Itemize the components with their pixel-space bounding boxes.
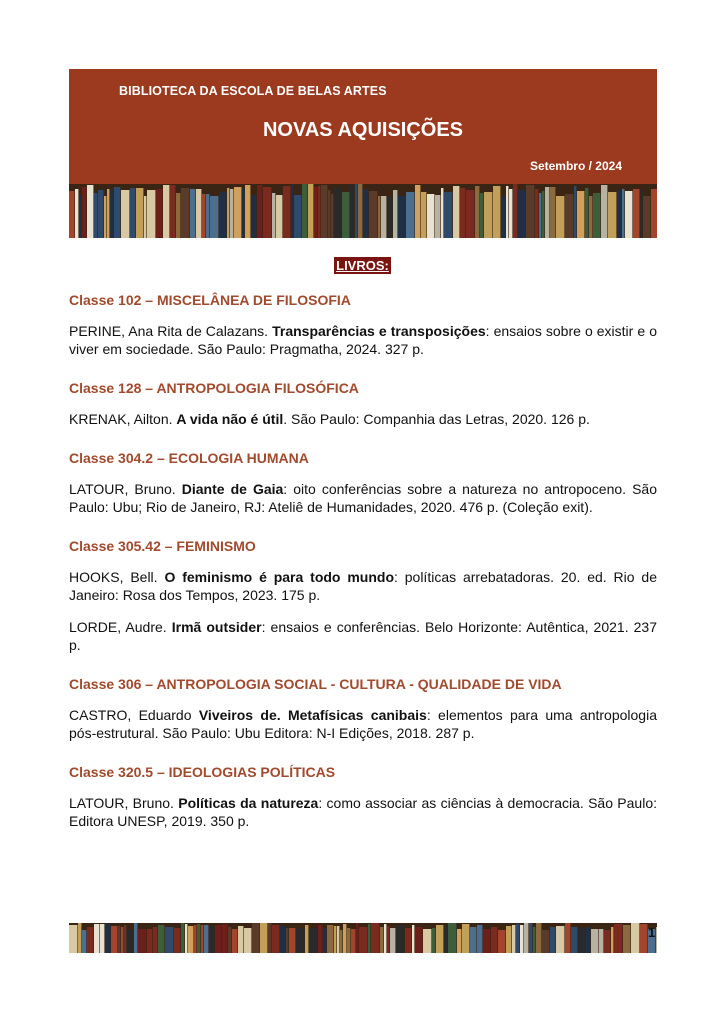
book-spine: [462, 924, 469, 953]
book-spine: [94, 924, 99, 953]
book-spine: [87, 927, 93, 953]
book-spine: [227, 188, 229, 238]
book-spine: [368, 924, 370, 953]
book-spine: [201, 925, 203, 953]
book-spine: [194, 925, 196, 953]
book-spine: [358, 184, 362, 238]
book-spine: [124, 925, 126, 953]
book-spine: [309, 928, 317, 953]
book-spine: [215, 925, 221, 953]
book-spine: [393, 190, 397, 238]
book-spine: [466, 190, 474, 238]
book-spine: [611, 927, 613, 953]
book-spine: [147, 929, 152, 953]
book-spine: [230, 189, 233, 238]
book-spine: [79, 195, 81, 238]
book-title: A vida não é útil: [176, 411, 284, 427]
book-spine: [427, 194, 434, 238]
book-spine: [176, 193, 180, 238]
book-spine: [453, 186, 459, 238]
book-spine: [512, 925, 515, 953]
book-entry: [69, 410, 657, 428]
book-spine: [491, 927, 497, 953]
book-spine: [219, 192, 226, 238]
book-author: LATOUR, Bruno.: [69, 481, 176, 497]
book-spine: [245, 185, 250, 238]
book-spine: [100, 924, 104, 953]
book-spine: [601, 185, 607, 238]
book-spine: [574, 186, 576, 238]
book-spine: [529, 923, 532, 953]
book-spine: [356, 923, 358, 953]
book-spine: [289, 928, 295, 953]
book-spine: [188, 926, 193, 953]
book-spine: [381, 196, 386, 238]
book-spine: [334, 926, 336, 953]
book-spine: [318, 925, 322, 953]
book-spine: [604, 930, 610, 953]
book-spine: [153, 927, 157, 953]
book-spine: [599, 929, 603, 953]
book-spine: [441, 188, 443, 238]
book-spine: [314, 187, 317, 238]
book-spine: [571, 927, 577, 953]
book-spine: [163, 185, 169, 238]
book-spine: [82, 930, 86, 953]
book-spine: [506, 186, 508, 238]
book-spine: [651, 189, 657, 238]
book-spine: [323, 928, 326, 953]
book-spine: [585, 188, 588, 238]
book-entry: [69, 794, 657, 830]
book-spine: [296, 928, 304, 953]
book-spine: [69, 925, 77, 953]
class-section: [69, 764, 657, 830]
page-title: NOVAS AQUISIÇÕES: [262, 119, 464, 141]
book-details: : ensaios e conferências. Belo Horizonte: Autêntica, 2021. 237 p.: [69, 619, 657, 653]
book-spine: [623, 925, 630, 953]
book-spine: [104, 196, 106, 238]
book-spine: [656, 927, 657, 953]
book-spine: [328, 190, 330, 238]
book-spine: [263, 187, 271, 238]
book-spine: [387, 926, 389, 953]
book-details: : elementos para uma antropologia pós-estrutural. São Paulo: Ubu Editora: N-I Edições, 2018. 287 p.: [69, 707, 657, 741]
book-spine: [94, 193, 97, 238]
class-section: [69, 538, 657, 654]
book-spine: [542, 191, 544, 238]
book-author: CASTRO, Eduardo: [69, 707, 192, 723]
book-spine: [470, 927, 476, 953]
book-spine: [565, 923, 570, 953]
book-spine: [591, 929, 598, 953]
book-title: Políticas da natureza: [178, 795, 319, 811]
book-title: O feminismo é para todo mundo: [164, 569, 394, 585]
book-spine: [477, 925, 482, 953]
book-spine: [457, 929, 461, 953]
book-spine: [412, 925, 414, 953]
book-spine: [342, 192, 349, 238]
book-spine: [347, 928, 350, 953]
book-spine: [643, 196, 650, 238]
book-spine: [520, 925, 523, 953]
book-entry: [69, 618, 657, 654]
book-entry: [69, 480, 657, 516]
book-spine: [272, 193, 275, 238]
book-spine: [78, 923, 81, 953]
book-spine: [136, 188, 143, 238]
book-spine: [542, 930, 549, 953]
book-spine: [114, 187, 120, 238]
book-spine: [378, 196, 380, 238]
book-spine: [268, 923, 271, 953]
book-spine: [498, 930, 505, 953]
book-spine: [305, 925, 308, 953]
book-spine: [625, 191, 632, 238]
book-author: KRENAK, Ailton.: [69, 411, 173, 427]
book-spine: [390, 928, 395, 953]
page-number: 1: [648, 925, 656, 940]
book-spine: [87, 185, 93, 238]
class-section: [69, 292, 657, 358]
book-spine: [535, 189, 538, 238]
book-spine: [130, 188, 135, 238]
book-spine: [380, 927, 383, 953]
book-spine: [506, 926, 511, 953]
book-spine: [435, 195, 440, 238]
book-spine: [165, 927, 173, 953]
book-spine: [343, 924, 346, 953]
book-spine: [501, 196, 505, 238]
book-spine: [363, 189, 368, 238]
book-spine: [405, 928, 411, 953]
book-spine: [327, 925, 333, 953]
book-spine: [283, 186, 290, 238]
bookshelf-image-top: [69, 184, 657, 238]
book-spine: [526, 185, 534, 238]
book-spine: [204, 925, 208, 953]
book-entry: [69, 322, 657, 358]
book-entry: [69, 568, 657, 604]
book-spine: [202, 194, 205, 238]
book-spine: [340, 930, 342, 953]
book-spine: [222, 924, 227, 953]
book-spine: [631, 923, 639, 953]
book-author: LORDE, Audre.: [69, 619, 167, 635]
book-spine: [174, 928, 180, 953]
book-spine: [608, 192, 616, 238]
book-spine: [384, 924, 386, 953]
book-spine: [238, 926, 243, 953]
book-spine: [181, 923, 184, 953]
class-heading: Classe 306 – ANTROPOLOGIA SOCIAL - CULTURA - QUALIDADE DE VIDA: [69, 676, 562, 692]
book-spine: [206, 194, 209, 238]
book-spine: [251, 195, 256, 238]
bookshelf-image-bottom: [69, 923, 657, 953]
book-spine: [640, 189, 642, 238]
book-spine: [197, 924, 200, 953]
book-spine: [509, 189, 512, 238]
book-spine: [331, 194, 333, 238]
book-spine: [209, 926, 214, 953]
book-title: Diante de Gaia: [181, 481, 284, 497]
book-spine: [415, 185, 420, 238]
book-spine: [436, 925, 443, 953]
book-author: LATOUR, Bruno.: [69, 795, 174, 811]
class-section: [69, 450, 657, 516]
book-spine: [334, 188, 341, 238]
book-spine: [127, 930, 133, 953]
book-spine: [493, 186, 500, 238]
book-spine: [351, 929, 355, 953]
book-spine: [286, 928, 288, 953]
header-banner: [69, 69, 657, 184]
book-details: : oito conferências sobre a natureza no antropoceno. São Paulo: Ubu; Rio de Janeiro, RJ: Ateliê de Humanidades, 2020. 476 p. (Coleção exit).: [69, 481, 657, 515]
book-spine: [170, 185, 175, 238]
book-spine: [359, 927, 367, 953]
book-spine: [483, 929, 490, 953]
book-spine: [181, 188, 189, 238]
book-spine: [513, 184, 517, 238]
book-spine: [252, 923, 259, 953]
book-spine: [556, 926, 564, 953]
book-spine: [550, 187, 555, 238]
book-spine: [545, 187, 549, 238]
book-spine: [550, 927, 555, 953]
books-section-label: LIVROS:: [336, 258, 389, 273]
book-author: HOOKS, Bell.: [69, 569, 158, 585]
book-spine: [371, 923, 379, 953]
book-spine: [294, 195, 301, 238]
book-spine: [617, 191, 621, 238]
book-spine: [111, 926, 117, 953]
book-spine: [444, 925, 447, 953]
class-heading: Classe 102 – MISCELÂNEA DE FILOSOFIA: [69, 292, 351, 308]
bookshelf-illustration: [69, 923, 657, 953]
book-spine: [291, 184, 293, 238]
book-spine: [398, 196, 405, 238]
book-spine: [640, 924, 647, 953]
book-spine: [321, 185, 327, 238]
book-spine: [118, 926, 120, 953]
book-spine: [593, 193, 600, 238]
book-spine: [577, 191, 584, 238]
class-section: [69, 380, 657, 428]
book-spine: [396, 925, 404, 953]
book-spine: [423, 929, 431, 953]
book-spine: [105, 924, 110, 953]
book-spine: [232, 929, 237, 953]
book-title: Irmã outsider: [171, 619, 262, 635]
book-spine: [272, 925, 279, 953]
issue-date: Setembro / 2024: [529, 159, 622, 173]
book-details: : ensaios sobre o existir e o viver em sociedade. São Paulo: Pragmatha, 2024. 327 p.: [69, 323, 657, 357]
book-spine: [448, 923, 456, 953]
book-spine: [337, 926, 339, 953]
book-spine: [280, 926, 285, 953]
book-spine: [460, 188, 465, 238]
book-spine: [242, 188, 244, 238]
book-spine: [565, 194, 573, 238]
book-spine: [387, 197, 392, 238]
book-spine: [210, 196, 218, 238]
book-author: PERINE, Ana Rita de Calazans.: [69, 323, 269, 339]
book-spine: [260, 923, 267, 953]
book-title: Viveiros de. Metafísicas canibais: [198, 707, 427, 723]
book-spine: [432, 928, 435, 953]
acquisitions-list: [69, 292, 657, 852]
book-spine: [318, 186, 320, 238]
book-spine: [586, 927, 590, 953]
book-spine: [444, 192, 452, 238]
book-entry: [69, 706, 657, 742]
book-spine: [147, 190, 155, 238]
book-spine: [244, 928, 251, 953]
book-spine: [98, 190, 103, 238]
book-spine: [134, 923, 137, 953]
book-spine: [144, 196, 146, 238]
book-spine: [196, 189, 201, 238]
book-spine: [524, 923, 528, 953]
book-spine: [369, 191, 377, 238]
book-spine: [516, 924, 519, 953]
book-spine: [138, 929, 146, 953]
book-spine: [185, 924, 187, 953]
book-spine: [228, 927, 231, 953]
book-spine: [308, 184, 313, 238]
book-spine: [121, 190, 129, 238]
book-details: : como associar as ciências à democracia. São Paulo: Editora UNESP, 2019. 350 p.: [69, 795, 657, 829]
book-spine: [350, 185, 354, 238]
book-spine: [536, 923, 541, 953]
book-spine: [82, 187, 86, 238]
class-section: [69, 676, 657, 742]
book-spine: [578, 928, 585, 953]
book-spine: [614, 924, 622, 953]
book-spine: [556, 196, 564, 238]
book-spine: [475, 186, 479, 238]
book-spine: [190, 189, 195, 238]
class-heading: Classe 320.5 – IDEOLOGIAS POLÍTICAS: [69, 764, 336, 780]
book-spine: [406, 192, 414, 238]
book-spine: [480, 193, 483, 238]
book-spine: [302, 184, 307, 238]
book-spine: [69, 191, 74, 238]
book-spine: [110, 189, 113, 238]
book-spine: [156, 189, 162, 238]
book-spine: [75, 189, 78, 238]
book-spine: [484, 192, 492, 238]
institution-name: BIBLIOTECA DA ESCOLA DE BELAS ARTES: [119, 84, 387, 98]
book-spine: [421, 192, 426, 238]
book-spine: [355, 184, 357, 238]
book-spine: [622, 189, 624, 238]
book-spine: [158, 925, 164, 953]
book-spine: [276, 195, 282, 238]
book-spine: [257, 185, 262, 238]
book-spine: [107, 189, 109, 238]
class-heading: Classe 304.2 – ECOLOGIA HUMANA: [69, 450, 309, 466]
book-spine: [633, 189, 639, 238]
book-spine: [518, 190, 525, 238]
bookshelf-illustration: [69, 184, 657, 238]
book-spine: [589, 196, 592, 238]
book-details: . São Paulo: Companhia das Letras, 2020. 126 p.: [283, 411, 590, 427]
book-spine: [539, 193, 541, 238]
book-spine: [234, 187, 241, 238]
book-spine: [121, 927, 123, 953]
book-spine: [533, 927, 535, 953]
class-heading: Classe 305.42 – FEMINISMO: [69, 538, 256, 554]
book-details: : políticas arrebatadoras. 20. ed. Rio de Janeiro: Rosa dos Tempos, 2023. 175 p.: [69, 569, 657, 603]
book-title: Transparências e transposições: [272, 323, 486, 339]
class-heading: Classe 128 – ANTROPOLOGIA FILOSÓFICA: [69, 380, 359, 396]
book-spine: [415, 927, 422, 953]
